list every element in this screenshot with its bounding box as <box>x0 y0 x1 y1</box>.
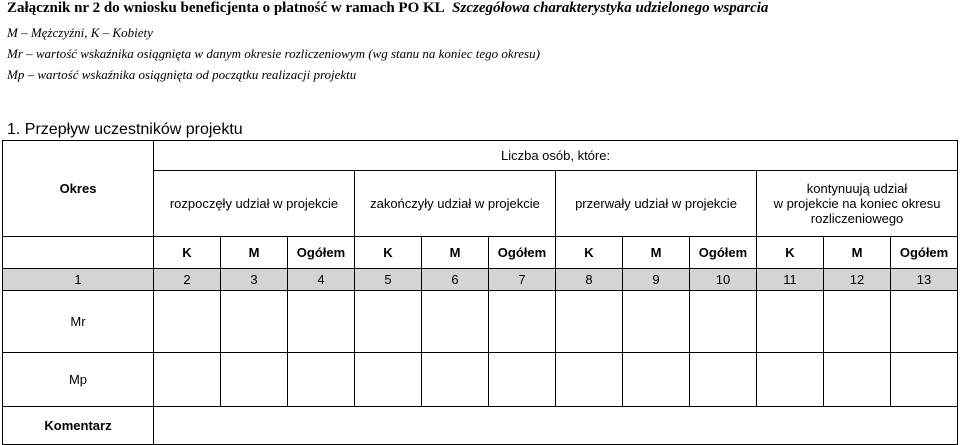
sub-header-cell: M <box>824 237 891 269</box>
sub-header-cell: K <box>355 237 422 269</box>
column-number: 8 <box>556 269 623 291</box>
column-number: 1 <box>3 269 154 291</box>
sub-header-cell: Ogółem <box>891 237 958 269</box>
sub-header-row <box>3 237 958 269</box>
value-cell[interactable] <box>154 353 221 407</box>
value-cell[interactable] <box>556 291 623 353</box>
value-cell[interactable] <box>757 353 824 407</box>
value-cell[interactable] <box>489 353 556 407</box>
value-cell[interactable] <box>288 291 355 353</box>
comment-field[interactable] <box>154 407 958 445</box>
sub-header-empty <box>3 237 154 269</box>
value-cell[interactable] <box>824 291 891 353</box>
value-cell[interactable] <box>422 291 489 353</box>
value-cell[interactable] <box>623 291 690 353</box>
value-cell[interactable] <box>623 353 690 407</box>
legend-line-3: Mp – wartość wskaźnika osiągnięta od początku realizacji projektu <box>7 67 357 82</box>
sub-header-cell: K <box>154 237 221 269</box>
sub-header-cell: Ogółem <box>288 237 355 269</box>
participants-flow-table <box>2 140 958 445</box>
value-cell[interactable] <box>288 353 355 407</box>
group-continuing-line-2: w projekcie na koniec okresu <box>773 196 941 211</box>
sub-header-cell: K <box>757 237 824 269</box>
table-row-mr <box>3 291 958 353</box>
column-number: 3 <box>221 269 288 291</box>
section-title: 1. Przepływ uczestników projektu <box>7 121 243 138</box>
column-number: 5 <box>355 269 422 291</box>
legend-line-1: M – Mężczyźni, K – Kobiety <box>7 25 153 40</box>
group-interrupted: przerwały udział w projekcie <box>556 171 757 237</box>
column-number: 9 <box>623 269 690 291</box>
sub-header-cell: Ogółem <box>489 237 556 269</box>
value-cell[interactable] <box>690 353 757 407</box>
column-number: 7 <box>489 269 556 291</box>
group-continuing-line-1: kontynuują udział <box>806 181 908 196</box>
column-number-row <box>3 269 958 291</box>
value-cell[interactable] <box>355 353 422 407</box>
title-prefix: Załącznik nr 2 do wniosku beneficjenta o płatność w ramach PO KL <box>7 0 445 16</box>
document-title <box>7 0 768 17</box>
group-continuing <box>757 171 958 237</box>
value-cell[interactable] <box>891 291 958 353</box>
value-cell[interactable] <box>690 291 757 353</box>
sub-header-cell: M <box>221 237 288 269</box>
value-cell[interactable] <box>824 353 891 407</box>
column-number: 13 <box>891 269 958 291</box>
header-row-group <box>3 141 958 171</box>
value-cell[interactable] <box>355 291 422 353</box>
column-number: 10 <box>690 269 757 291</box>
column-number: 4 <box>288 269 355 291</box>
value-cell[interactable] <box>221 353 288 407</box>
group-header: Liczba osób, które: <box>154 141 958 171</box>
column-number: 2 <box>154 269 221 291</box>
sub-header-cell: K <box>556 237 623 269</box>
group-completed: zakończyły udział w projekcie <box>355 171 556 237</box>
value-cell[interactable] <box>154 291 221 353</box>
column-number: 6 <box>422 269 489 291</box>
legend-line-2: Mr – wartość wskaźnika osiągnięta w danym okresie rozliczeniowym (wg stanu na koniec tego okresu) <box>7 46 540 61</box>
group-started: rozpoczęły udział w projekcie <box>154 171 355 237</box>
column-number: 12 <box>824 269 891 291</box>
sub-header-cell: M <box>422 237 489 269</box>
comment-label: Komentarz <box>3 407 154 445</box>
row-label-mr: Mr <box>3 291 154 353</box>
sub-header-cell: M <box>623 237 690 269</box>
group-continuing-line-3: rozliczeniowego <box>810 211 904 226</box>
value-cell[interactable] <box>422 353 489 407</box>
value-cell[interactable] <box>489 291 556 353</box>
table-row-comment <box>3 407 958 445</box>
table-row-mp <box>3 353 958 407</box>
value-cell[interactable] <box>556 353 623 407</box>
column-number: 11 <box>757 269 824 291</box>
row-label-mp: Mp <box>3 353 154 407</box>
value-cell[interactable] <box>757 291 824 353</box>
sub-header-cell: Ogółem <box>690 237 757 269</box>
title-italic: Szczegółowa charakterystyka udzielonego wsparcia <box>452 0 769 16</box>
value-cell[interactable] <box>891 353 958 407</box>
value-cell[interactable] <box>221 291 288 353</box>
okres-header: Okres <box>3 141 154 237</box>
